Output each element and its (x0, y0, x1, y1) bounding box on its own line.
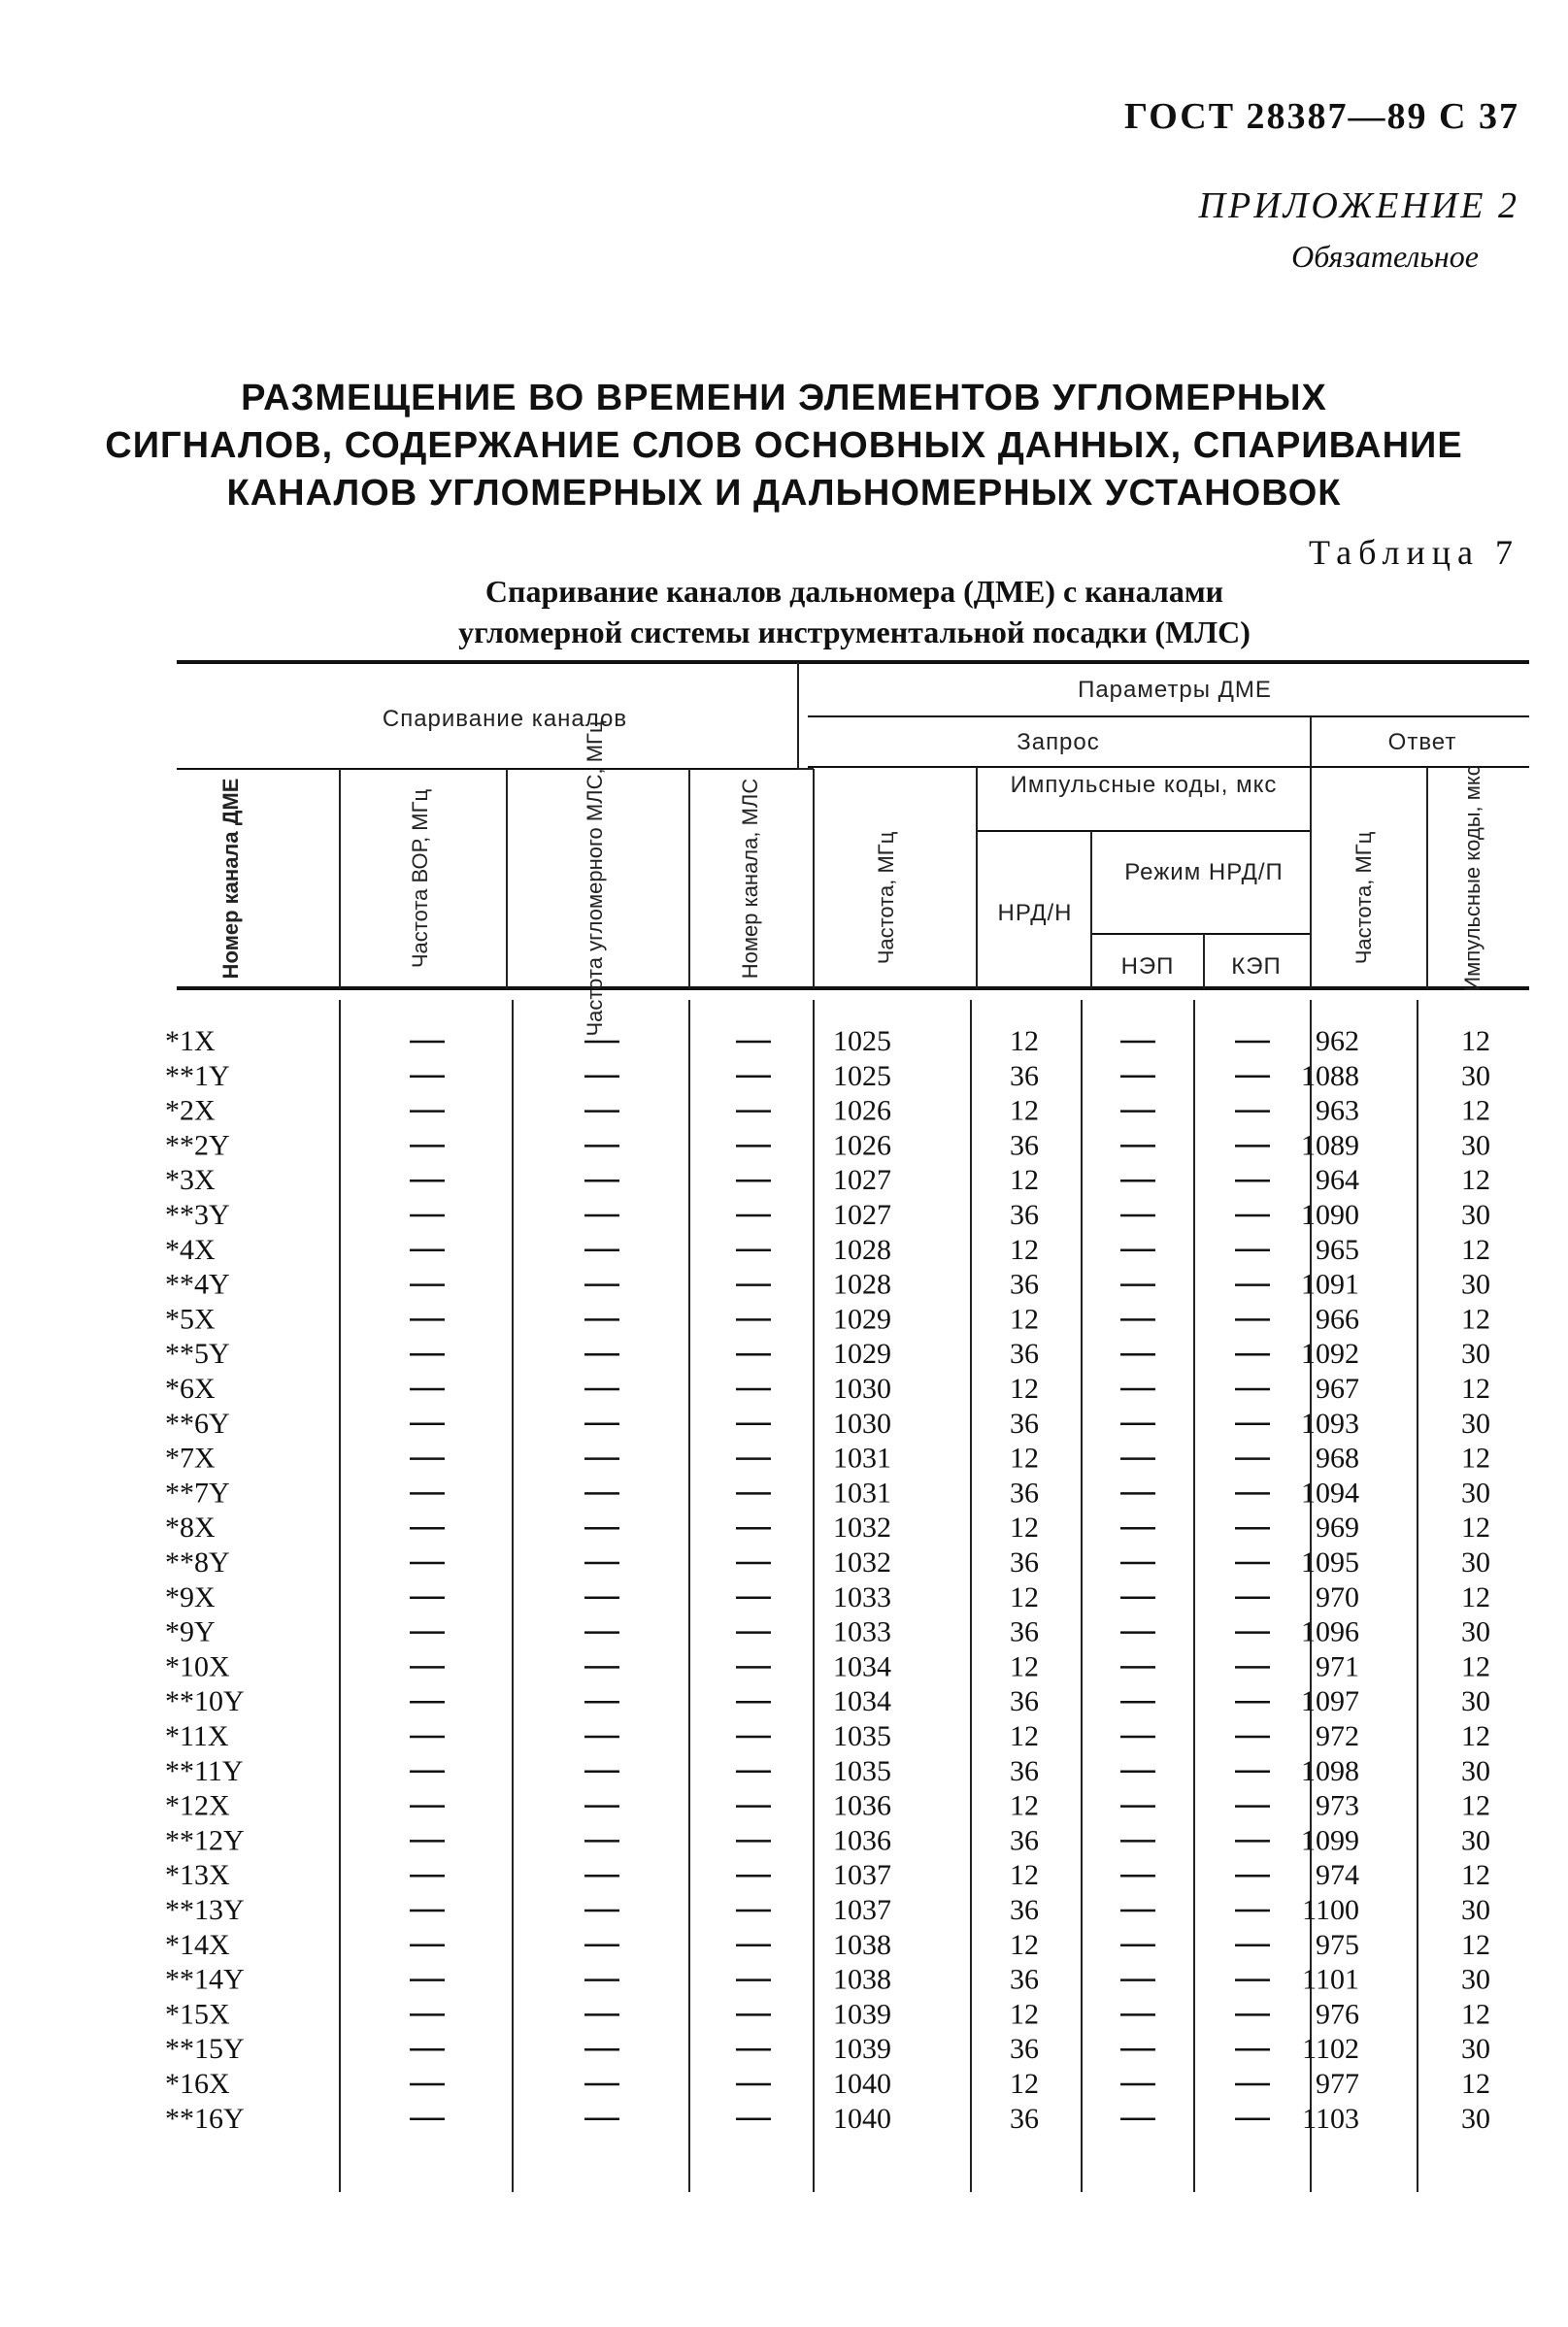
appendix-status: Обязательное (1291, 239, 1479, 274)
cell-reply-freq: 975 (1316, 1928, 1359, 1961)
cell-int-code: 36 (1010, 1407, 1039, 1440)
table-label: Таблица 7 (1309, 533, 1519, 572)
cell-int-freq: 1025 (833, 1059, 891, 1092)
header-nep: НЭП (1120, 953, 1175, 980)
cell-dme-channel: **15Y (165, 2033, 245, 2066)
cell-int-freq: 1035 (833, 1754, 891, 1787)
cell-dme-channel: *3X (165, 1164, 216, 1197)
cell-reply-freq: 1092 (1301, 1338, 1359, 1371)
header-reply-freq: Частота, МГц (1351, 831, 1376, 965)
cell-dme-channel: *5X (165, 1303, 216, 1336)
cell-int-freq: 1027 (833, 1199, 891, 1231)
cell-reply-code: 12 (1461, 1789, 1490, 1822)
cell-int-freq: 1030 (833, 1407, 891, 1440)
cell-int-freq: 1037 (833, 1894, 891, 1926)
header-vor-freq: Частота ВОР, МГц (408, 788, 432, 969)
cell-int-code: 12 (1010, 1025, 1039, 1057)
cell-int-code: 36 (1010, 2033, 1039, 2066)
cell-dme-channel: *8X (165, 1512, 216, 1545)
cell-dme-channel: **14Y (165, 1963, 245, 1996)
cell-int-code: 12 (1010, 1998, 1039, 2031)
cell-int-freq: 1039 (833, 1998, 891, 2031)
header-reply: Ответ (1387, 729, 1457, 755)
cell-int-code: 12 (1010, 1720, 1039, 1752)
cell-int-code: 36 (1010, 1059, 1039, 1092)
cell-reply-code: 30 (1461, 1894, 1490, 1926)
cell-reply-freq: 1096 (1301, 1615, 1359, 1648)
cell-int-freq: 1034 (833, 1685, 891, 1718)
cell-int-code: 12 (1010, 1303, 1039, 1336)
cell-reply-code: 12 (1461, 1720, 1490, 1752)
cell-int-code: 12 (1010, 2068, 1039, 2100)
cell-reply-code: 12 (1461, 1859, 1490, 1892)
cell-reply-freq: 974 (1316, 1859, 1359, 1892)
cell-reply-code: 12 (1461, 1442, 1490, 1475)
cell-reply-code: 30 (1461, 1615, 1490, 1648)
header-pairing: Спаривание каналов (382, 706, 628, 732)
cell-int-freq: 1029 (833, 1338, 891, 1371)
cell-int-code: 36 (1010, 1199, 1039, 1231)
table-title-line: Спаривание каналов дальномера (ДМЕ) с каналами (484, 574, 1224, 609)
cell-dme-channel: *15X (165, 1998, 230, 2031)
cell-int-code: 36 (1010, 1894, 1039, 1926)
cell-int-freq: 1038 (833, 1928, 891, 1961)
cell-reply-code: 12 (1461, 1373, 1490, 1405)
cell-int-code: 36 (1010, 1615, 1039, 1648)
cell-int-code: 12 (1010, 1233, 1039, 1266)
cell-int-code: 36 (1010, 1268, 1039, 1301)
cell-dme-channel: **8Y (165, 1546, 230, 1579)
cell-reply-freq: 973 (1316, 1789, 1359, 1822)
cell-reply-code: 30 (1461, 1546, 1490, 1579)
cell-dme-channel: *7X (165, 1442, 216, 1475)
cell-reply-freq: 977 (1316, 2068, 1359, 2100)
cell-int-code: 12 (1010, 1442, 1039, 1475)
cell-reply-freq: 972 (1316, 1720, 1359, 1752)
header-mls-channel: Номер канала, МЛС (738, 778, 762, 980)
cell-reply-code: 30 (1461, 1477, 1490, 1510)
cell-reply-freq: 1095 (1301, 1546, 1359, 1579)
cell-reply-code: 30 (1461, 1059, 1490, 1092)
header-pulse-codes: Импульсные коды, мкс (1010, 772, 1278, 798)
cell-int-freq: 1033 (833, 1580, 891, 1613)
cell-int-code: 12 (1010, 1373, 1039, 1405)
cell-reply-freq: 1091 (1301, 1268, 1359, 1301)
cell-dme-channel: **6Y (165, 1407, 230, 1440)
cell-dme-channel: **10Y (165, 1685, 245, 1718)
title-line: КАНАЛОВ УГЛОМЕРНЫХ И ДАЛЬНОМЕРНЫХ УСТАНОВОК (226, 473, 1342, 514)
cell-reply-freq: 966 (1316, 1303, 1359, 1336)
header-dme-params: Параметры ДМЕ (1078, 677, 1272, 703)
cell-int-code: 12 (1010, 1512, 1039, 1545)
cell-int-freq: 1040 (833, 2068, 891, 2100)
cell-dme-channel: *16X (165, 2068, 230, 2100)
header-mode: Режим НРД/П (1124, 859, 1284, 885)
cell-dme-channel: *13X (165, 1859, 230, 1892)
page-header: ГОСТ 28387—89 С 37 (1124, 96, 1519, 137)
cell-reply-code: 30 (1461, 1685, 1490, 1718)
cell-dme-channel: **4Y (165, 1268, 230, 1301)
cell-dme-channel: **3Y (165, 1199, 230, 1231)
cell-int-code: 12 (1010, 1859, 1039, 1892)
cell-reply-freq: 971 (1316, 1650, 1359, 1683)
cell-reply-code: 30 (1461, 1338, 1490, 1371)
cell-reply-code: 30 (1461, 1268, 1490, 1301)
header-kep: КЭП (1231, 953, 1282, 980)
cell-int-freq: 1029 (833, 1303, 891, 1336)
cell-int-freq: 1032 (833, 1546, 891, 1579)
cell-int-freq: 1038 (833, 1963, 891, 1996)
cell-int-code: 36 (1010, 1546, 1039, 1579)
cell-reply-code: 30 (1461, 2033, 1490, 2066)
cell-reply-freq: 967 (1316, 1373, 1359, 1405)
header-mls-freq: Частота угломерного МЛС, МГц (583, 720, 607, 1037)
cell-dme-channel: **11Y (165, 1754, 244, 1787)
cell-int-freq: 1030 (833, 1373, 891, 1405)
cell-int-code: 36 (1010, 1129, 1039, 1162)
cell-reply-freq: 1097 (1301, 1685, 1359, 1718)
cell-dme-channel: **13Y (165, 1894, 245, 1926)
cell-dme-channel: *4X (165, 1233, 216, 1266)
cell-dme-channel: *6X (165, 1373, 216, 1405)
cell-reply-code: 30 (1461, 1754, 1490, 1787)
cell-reply-code: 12 (1461, 1094, 1490, 1127)
cell-int-freq: 1039 (833, 2033, 891, 2066)
cell-int-code: 12 (1010, 1164, 1039, 1197)
cell-int-code: 12 (1010, 1928, 1039, 1961)
cell-reply-code: 30 (1461, 1129, 1490, 1162)
cell-int-freq: 1031 (833, 1442, 891, 1475)
cell-reply-freq: 965 (1316, 1233, 1359, 1266)
cell-int-freq: 1027 (833, 1164, 891, 1197)
cell-reply-code: 12 (1461, 2068, 1490, 2100)
cell-int-code: 36 (1010, 1824, 1039, 1857)
title-line: СИГНАЛОВ, СОДЕРЖАНИЕ СЛОВ ОСНОВНЫХ ДАННЫХ, СПАРИВАНИЕ (105, 425, 1463, 466)
table-body (165, 1025, 1490, 2135)
cell-reply-freq: 963 (1316, 1094, 1359, 1127)
cell-reply-code: 30 (1461, 1407, 1490, 1440)
cell-reply-code: 12 (1461, 1164, 1490, 1197)
cell-reply-code: 30 (1461, 2102, 1490, 2135)
cell-reply-freq: 962 (1316, 1025, 1359, 1057)
cell-dme-channel: **2Y (165, 1129, 230, 1162)
cell-int-freq: 1026 (833, 1129, 891, 1162)
cell-dme-channel: **12Y (165, 1824, 245, 1857)
cell-int-code: 36 (1010, 1963, 1039, 1996)
cell-int-freq: 1035 (833, 1720, 891, 1752)
cell-reply-code: 12 (1461, 1580, 1490, 1613)
cell-dme-channel: **1Y (165, 1059, 230, 1092)
cell-reply-freq: 1094 (1301, 1477, 1359, 1510)
cell-dme-channel: *9Y (165, 1615, 216, 1648)
cell-reply-code: 12 (1461, 1233, 1490, 1266)
cell-reply-freq: 1102 (1302, 2033, 1359, 2066)
title-line: РАЗМЕЩЕНИЕ ВО ВРЕМЕНИ ЭЛЕМЕНТОВ УГЛОМЕРНЫХ (241, 378, 1327, 418)
cell-reply-code: 30 (1461, 1963, 1490, 1996)
cell-reply-freq: 969 (1316, 1512, 1359, 1545)
cell-dme-channel: *10X (165, 1650, 230, 1683)
cell-reply-freq: 1089 (1301, 1129, 1359, 1162)
cell-dme-channel: **16Y (165, 2102, 245, 2135)
cell-dme-channel: *11X (165, 1720, 229, 1752)
cell-reply-code: 12 (1461, 1650, 1490, 1683)
cell-int-freq: 1033 (833, 1615, 891, 1648)
cell-int-code: 12 (1010, 1094, 1039, 1127)
appendix-label: ПРИЛОЖЕНИЕ 2 (1198, 185, 1519, 226)
cell-reply-freq: 1098 (1301, 1754, 1359, 1787)
cell-dme-channel: *1X (165, 1025, 216, 1057)
cell-reply-freq: 1101 (1302, 1963, 1359, 1996)
cell-dme-channel: *2X (165, 1094, 216, 1127)
header-int-freq: Частота, МГц (874, 831, 898, 965)
cell-dme-channel: *9X (165, 1580, 216, 1613)
cell-int-code: 12 (1010, 1650, 1039, 1683)
cell-reply-freq: 964 (1316, 1164, 1359, 1197)
cell-int-code: 12 (1010, 1580, 1039, 1613)
cell-int-freq: 1031 (833, 1477, 891, 1510)
cell-int-code: 36 (1010, 1685, 1039, 1718)
cell-int-freq: 1026 (833, 1094, 891, 1127)
cell-int-code: 36 (1010, 1754, 1039, 1787)
cell-int-code: 36 (1010, 1477, 1039, 1510)
cell-int-code: 36 (1010, 1338, 1039, 1371)
cell-reply-freq: 1090 (1301, 1199, 1359, 1231)
cell-int-freq: 1036 (833, 1789, 891, 1822)
cell-int-freq: 1028 (833, 1268, 891, 1301)
cell-reply-code: 12 (1461, 1998, 1490, 2031)
cell-reply-freq: 1100 (1302, 1894, 1359, 1926)
cell-reply-code: 12 (1461, 1025, 1490, 1057)
cell-reply-code: 12 (1461, 1512, 1490, 1545)
cell-int-freq: 1040 (833, 2102, 891, 2135)
cell-reply-code: 12 (1461, 1303, 1490, 1336)
cell-int-freq: 1028 (833, 1233, 891, 1266)
cell-reply-freq: 1088 (1301, 1059, 1359, 1092)
cell-int-code: 36 (1010, 2102, 1039, 2135)
cell-reply-freq: 1099 (1301, 1824, 1359, 1857)
header-dme-channel: Номер канала ДМЕ (218, 778, 243, 980)
cell-reply-code: 30 (1461, 1824, 1490, 1857)
cell-dme-channel: **7Y (165, 1477, 230, 1510)
cell-int-freq: 1032 (833, 1512, 891, 1545)
header-reply-codes: Импульсные коды, мкс (1460, 765, 1485, 992)
cell-int-freq: 1037 (833, 1859, 891, 1892)
cell-reply-freq: 976 (1316, 1998, 1359, 2031)
cell-reply-freq: 970 (1316, 1580, 1359, 1613)
cell-reply-freq: 1093 (1301, 1407, 1359, 1440)
header-interrogation: Запрос (1017, 729, 1100, 755)
cell-reply-code: 30 (1461, 1199, 1490, 1231)
cell-int-code: 12 (1010, 1789, 1039, 1822)
cell-reply-code: 12 (1461, 1928, 1490, 1961)
cell-dme-channel: **5Y (165, 1338, 230, 1371)
header-nrd: НРД/Н (997, 900, 1073, 926)
cell-dme-channel: *12X (165, 1789, 230, 1822)
cell-int-freq: 1036 (833, 1824, 891, 1857)
cell-int-freq: 1025 (833, 1025, 891, 1057)
cell-reply-freq: 1103 (1302, 2102, 1359, 2135)
table-title-line: угломерной системы инструментальной посадки (МЛС) (458, 615, 1251, 649)
cell-int-freq: 1034 (833, 1650, 891, 1683)
cell-dme-channel: *14X (165, 1928, 230, 1961)
cell-reply-freq: 968 (1316, 1442, 1359, 1475)
